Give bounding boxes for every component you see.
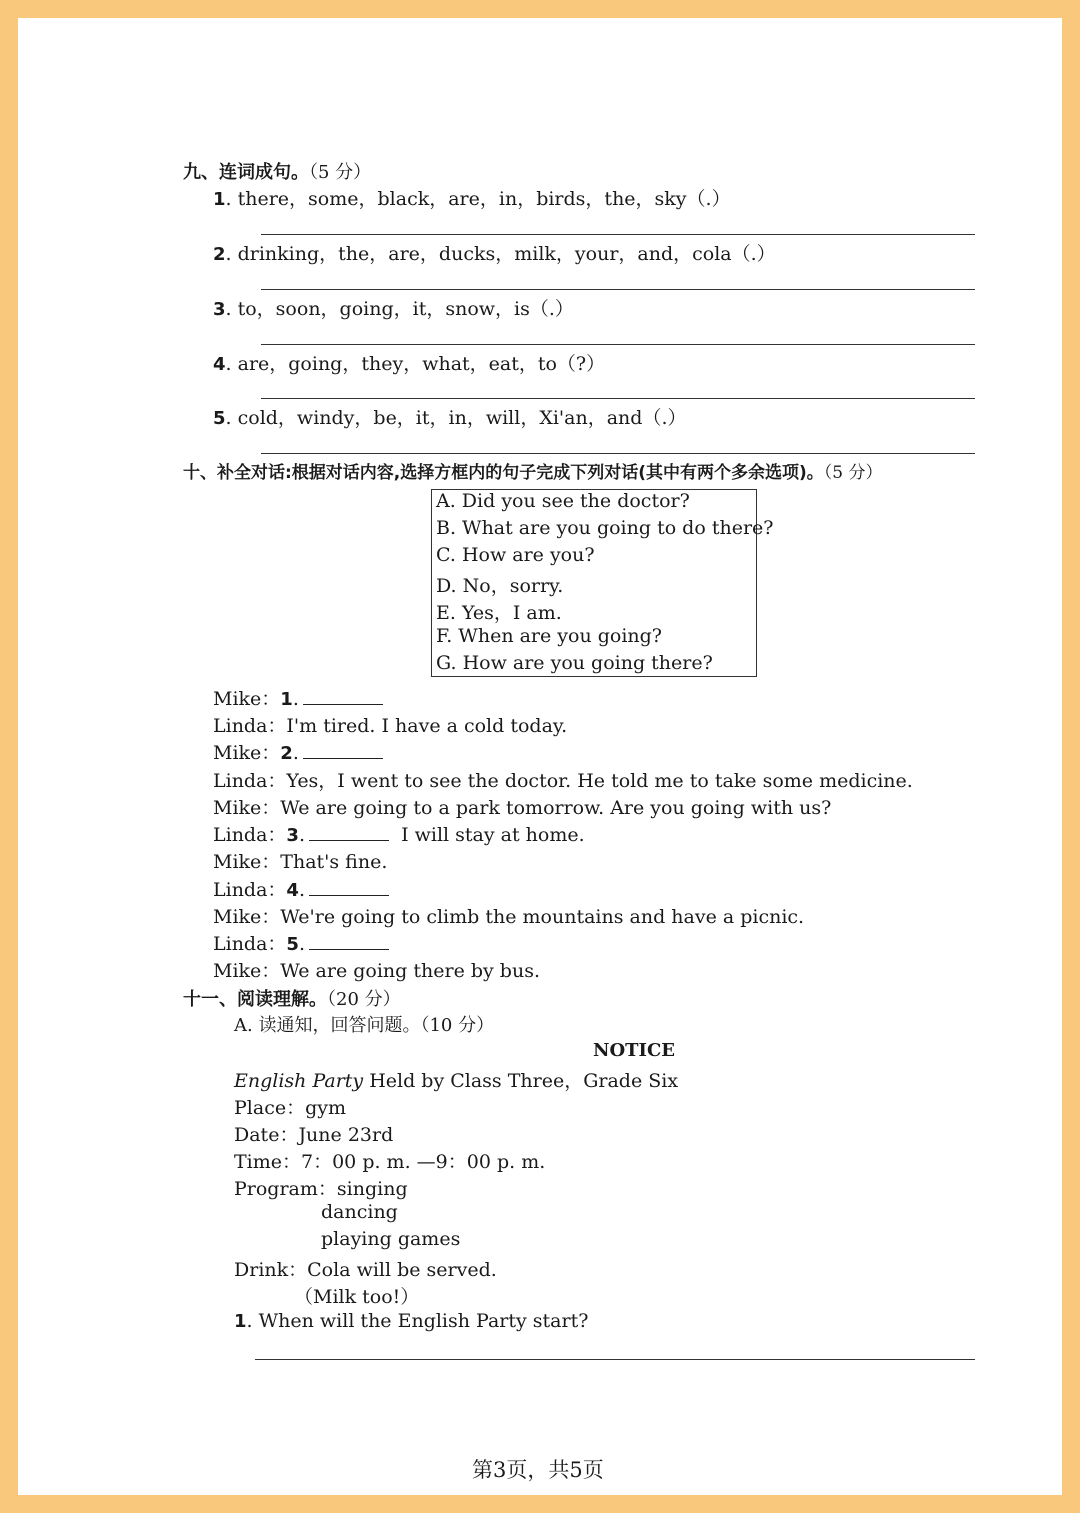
dialogue-blank-4[interactable] — [309, 875, 389, 896]
section9-question-3: 3. to，soon，going，it，snow，is（.） — [213, 298, 574, 320]
option-f: F. When are you going? — [436, 625, 662, 647]
dialogue-line-7: Mike：That's fine. — [213, 851, 388, 873]
notice-place: Place：gym — [234, 1097, 346, 1119]
notice-time: Time：7：00 p. m. —9：00 p. m. — [234, 1151, 546, 1173]
option-e: E. Yes，I am. — [436, 602, 562, 624]
reading-question-1: 1. When will the English Party start? — [234, 1310, 589, 1332]
notice-program: Program：singing — [234, 1178, 408, 1200]
exam-page — [18, 18, 1062, 1495]
dialogue-line-11: Mike：We are going there by bus. — [213, 960, 540, 982]
dialogue-line-2: Linda：I'm tired. I have a cold today. — [213, 715, 568, 737]
dialogue-line-4: Linda：Yes，I went to see the doctor. He told me to take some medicine. — [213, 770, 913, 792]
dialogue-line-3: Mike：2. — [213, 738, 383, 765]
dialogue-line-8: Linda：4. — [213, 875, 389, 902]
dialogue-line-10: Linda：5. — [213, 929, 389, 956]
section9-question-1: 1. there，some，black，are，in，birds，the，sky（.） — [213, 188, 731, 210]
option-b: B. What are you going to do there? — [436, 517, 774, 539]
notice-heading: NOTICE — [593, 1040, 675, 1061]
section9-question-2: 2. drinking，the，are，ducks，milk，your，and，cola（.） — [213, 243, 776, 265]
answer-line-2[interactable] — [261, 289, 975, 290]
answer-line-4[interactable] — [261, 398, 975, 399]
dialogue-blank-2[interactable] — [303, 738, 383, 759]
dialogue-blank-3[interactable] — [309, 820, 389, 841]
dialogue-line-5: Mike：We are going to a park tomorrow. Are you going with us? — [213, 797, 832, 819]
section9-heading: 九、连词成句。（5 分） — [183, 162, 372, 183]
dialogue-line-6: Linda：3. I will stay at home. — [213, 820, 585, 847]
option-g: G. How are you going there? — [436, 652, 713, 674]
dialogue-blank-5[interactable] — [309, 929, 389, 950]
notice-drink: Drink：Cola will be served. — [234, 1259, 497, 1281]
option-d: D. No，sorry. — [436, 575, 564, 597]
option-c: C. How are you? — [436, 544, 595, 566]
notice-event: English Party Held by Class Three，Grade Six — [234, 1070, 679, 1092]
options-box — [431, 489, 774, 677]
answer-line-3[interactable] — [261, 344, 975, 345]
notice-program-item-2: dancing — [321, 1201, 398, 1223]
notice-date: Date：June 23rd — [234, 1124, 394, 1146]
section10-heading: 十、补全对话:根据对话内容,选择方框内的句子完成下列对话(其中有两个多余选项)。（5 分） — [183, 463, 883, 483]
dialogue-line-9: Mike：We're going to climb the mountains and have a picnic. — [213, 906, 805, 928]
answer-line-1[interactable] — [261, 234, 975, 235]
section11-heading: 十一、阅读理解。（20 分） — [183, 989, 401, 1010]
section9-question-4: 4. are，going，they，what，eat，to（?） — [213, 353, 606, 375]
dialogue-line-1: Mike：1. — [213, 684, 383, 711]
part-a-instruction: A. 读通知，回答问题。（10 分） — [234, 1015, 495, 1036]
dialogue-blank-1[interactable] — [303, 684, 383, 705]
notice-drink-note: （Milk too!） — [294, 1286, 420, 1308]
answer-line-5[interactable] — [261, 453, 975, 454]
reading-answer-line-1[interactable] — [255, 1359, 975, 1360]
notice-program-item-3: playing games — [321, 1228, 461, 1250]
section9-question-5: 5. cold，windy，be，it，in，will，Xi'an，and（.） — [213, 407, 687, 429]
page-footer: 第3页，共5页 — [472, 1458, 604, 1482]
option-a: A. Did you see the doctor? — [436, 490, 690, 512]
